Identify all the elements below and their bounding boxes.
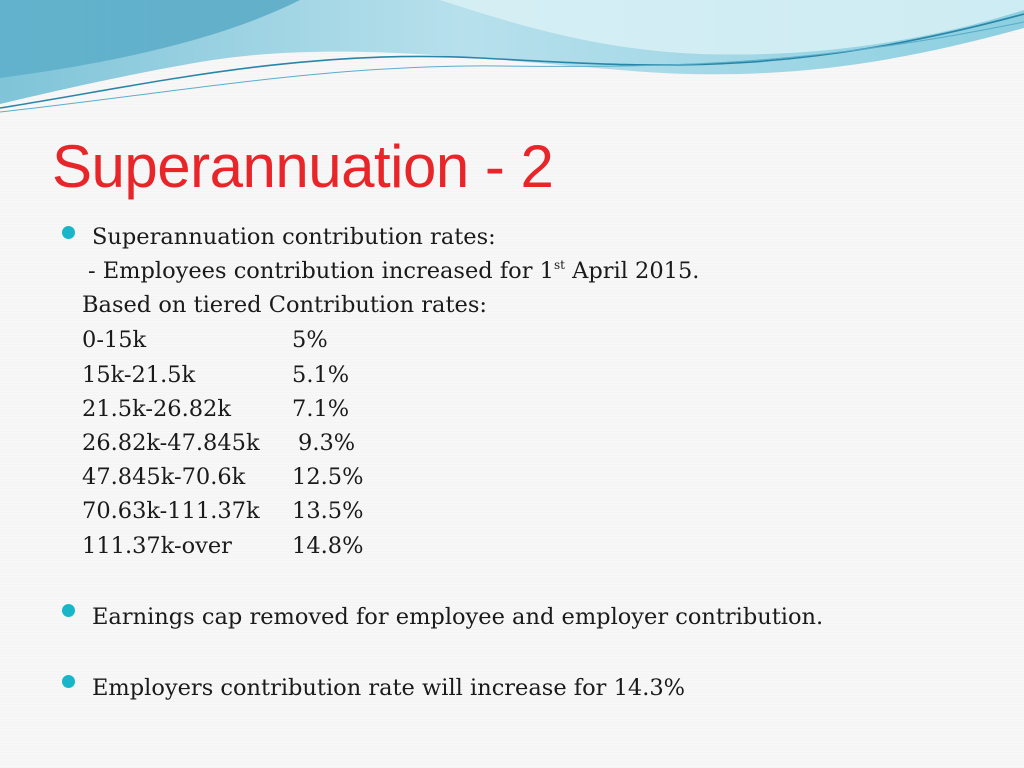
employee-contribution-date: April 2015.: [564, 258, 700, 284]
tier-range: 26.82k-47.845k: [82, 430, 260, 456]
tier-range: 47.845k-70.6k: [82, 464, 246, 490]
bullet-dot: [62, 675, 75, 688]
bullet-dot: [62, 226, 75, 239]
ordinal-suffix: st: [553, 258, 565, 272]
tier-range: 21.5k-26.82k: [82, 396, 231, 422]
tier-range: 111.37k-over: [82, 533, 232, 559]
tier-rate: 13.5%: [292, 498, 364, 524]
bullet-rates-heading: Superannuation contribution rates:: [92, 224, 496, 250]
bullet-employer-rate: Employers contribution rate will increase for 14.3%: [92, 675, 686, 701]
employee-contribution-line: [88, 258, 699, 284]
header-wave-decoration: [0, 0, 1024, 120]
tier-rate: 7.1%: [292, 396, 350, 422]
tier-range: 70.63k-111.37k: [82, 498, 260, 524]
employee-contribution-text: - Employees contribution increased for 1: [88, 258, 554, 284]
tier-range: 15k-21.5k: [82, 362, 196, 388]
bullet-dot: [62, 604, 75, 617]
tier-rate: 9.3%: [298, 430, 356, 456]
tier-range: 0-15k: [82, 327, 147, 353]
tier-rate: 14.8%: [292, 533, 364, 559]
tier-rate: 12.5%: [292, 464, 364, 490]
tier-heading: Based on tiered Contribution rates:: [82, 292, 487, 318]
tier-rate: 5.1%: [292, 362, 350, 388]
slide-title: Superannuation - 2: [52, 133, 554, 200]
bullet-earnings-cap: Earnings cap removed for employee and employer contribution.: [92, 604, 824, 630]
tier-rate: 5%: [292, 327, 328, 353]
